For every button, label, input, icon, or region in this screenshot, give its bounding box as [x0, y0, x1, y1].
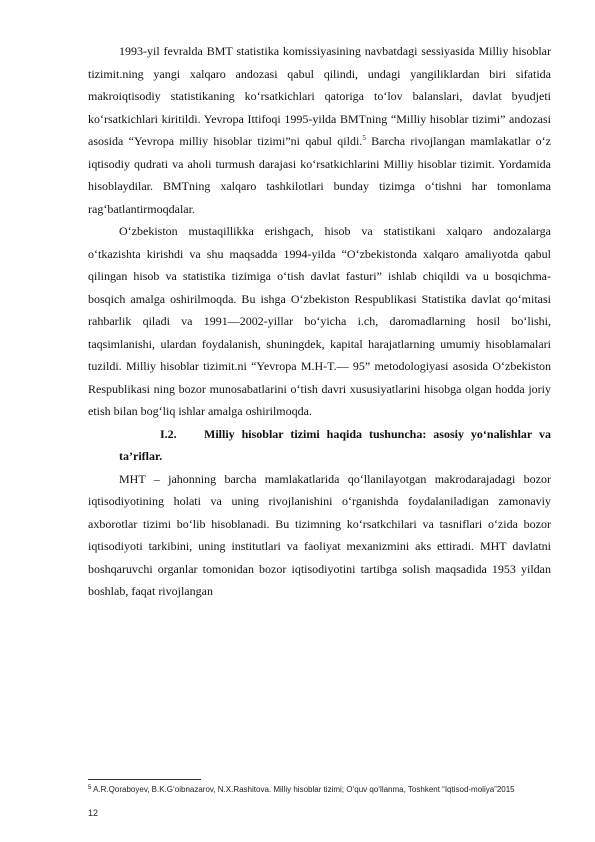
footnote [88, 784, 548, 795]
footnote-reference[interactable]: 5 [362, 134, 366, 142]
section-number: I.2. [160, 426, 177, 441]
paragraph-3: MHT – jahonning barcha mamlakatlarida qo‘llanilayotgan makrodarajadagi bozor iqtisodiyotining holati va uning rivojlanishini o‘rganishda foydalaniladigan zamonaviy axborotlar tizimi bo‘lib hisoblanadi. Bu tizimning ko‘rsatkchilari va tasniflari o‘zida bozor iqtisodiyoti tarkibini, uning institutlari va faoliyat mexanizmini aks ettiradi. MHT davlatni boshqaruvchi organlar tomonidan bozor iqtisodiyotini tartibga solish maqsadida 1953 yildan boshlab, faqat rivojlangan [88, 471, 551, 598]
section-heading [88, 423, 551, 468]
paragraph-2: O‘zbekiston mustaqillikka erishgach, hisob va statistikani xalqaro andozalarga o‘tkazishta kirishdi va shu maqsadda 1994-yilda “O‘zbekistonda xalqaro amaliyotda qabul qilingan hisob va statistika tizimiga o‘tish davlat fasturi” ishlab chiqildi va u bosqichma-bosqich amalga oshirilmoqda. Bu ishga O‘zbekiston Respublikasi Statistika davlat qo‘mitasi rahbarlik qiladi va 1991—2002-yillar bo‘yicha i.ch, daromadlarning hosil bo‘lishi, taqsimlanishi, ulardan foydalanish, shuningdek, kapital harajatlarning umumiy hisoblamalari tuzildi. Milliy hisoblar tizimit.ni “Yevropa M.H-T.— 95” metodologiyasi asosida O‘zbekiston Respublikasi ning bozor munosabatlarini o‘tish davri xususiyatlarini hisobga olgan hodda joriy etish bilan bog‘liq ishlar amalga oshirilmoqda. [88, 224, 551, 418]
paragraph-1-text: 1993-yil fevralda BMT statistika komissiyasining navbatdagi sessiyasida Milliy hisoblar tizimit.ning yangi xalqaro andozasi qabul qilindi, undagi yangiliklardan biri sifatida makroiqtisodiy statistikaning ko‘rsatkichlari qatoriga to‘lov balanslari, davlat byudjeti ko‘rsatkichlari kiritildi. Yevropa Ittifoqi 1995-yilda BMTning “Milliy hisoblar tizimi” andozasi asosida “Yevropa milliy hisoblar tizimi”ni qabul qildi. [88, 44, 551, 148]
footnote-marker: 5 [88, 785, 92, 791]
section-title: Milliy hisoblar tizimi haqida tushuncha: asosiy yo‘nalishlar va ta’riflar. [119, 426, 551, 463]
page-number: 12 [88, 808, 99, 818]
footnote-divider [88, 779, 201, 780]
footnote-text: A.R.Qoraboyev, B.K.G‘oibnazarov, N.X.Rashitova. Milliy hisoblar tizimi; O‘quv qo‘llanma, Toshkent “Iqtisod-moliya”2015 [91, 785, 515, 794]
paragraph-1-continued: Barcha rivojlangan mamlakatlar o‘z iqtisodiy qudrati va aholi turmush darajasi ko‘rsatkichlarini Milliy hisoblar tizimit. Yordamida hisoblaydilar. BMTning xalqaro tashkilotlari bunday tizimga o‘tishni har tomonlama rag‘batlantirmoqdalar. [88, 134, 551, 216]
paragraph-1 [88, 40, 551, 220]
body-text [88, 40, 551, 603]
